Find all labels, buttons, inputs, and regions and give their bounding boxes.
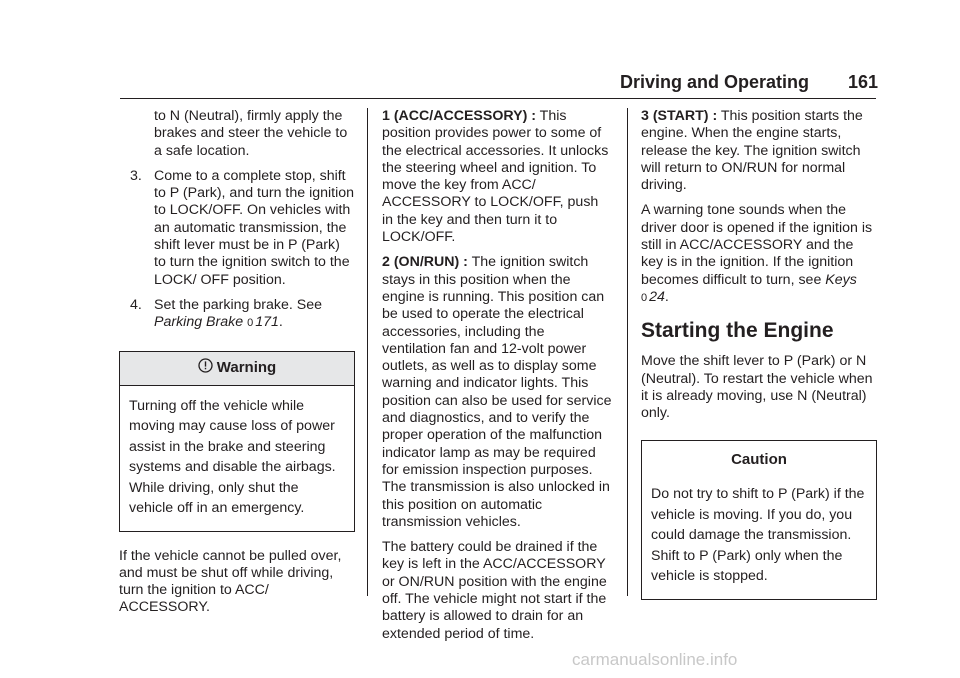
acc-accessory-paragraph bbox=[382, 108, 612, 246]
watermark: carmanualsonline.info bbox=[572, 650, 738, 669]
warning-body: Turning off the vehicle while moving may cause loss of power assist in the brake and steering systems and disable the airbags. While driving, only shut the vehicle off in an emergency. bbox=[129, 397, 336, 517]
link-page: 24 bbox=[649, 288, 665, 305]
column-3 bbox=[641, 108, 877, 616]
period: . bbox=[278, 314, 283, 331]
continued-step-text: to N (Neutral), firmly apply the brakes and steer the vehicle to a safe location. bbox=[154, 108, 348, 159]
warning-box bbox=[119, 351, 355, 532]
column-1 bbox=[119, 108, 355, 625]
paragraph: Move the shift lever to P (Park) or N (Neutral). To restart the vehicle when it is already moving, use N (Neutral) only. bbox=[641, 353, 873, 422]
step-4 bbox=[119, 297, 355, 333]
warning-tone-paragraph bbox=[641, 202, 877, 307]
paragraph-text: This position starts the engine. When the engine starts, release the key. The ignition switch will return to ON/RUN for normal driving. bbox=[641, 108, 863, 194]
section-title: Driving and Operating bbox=[620, 72, 810, 92]
step-text: Come to a complete stop, shift to P (Park), and turn the ignition to LOCK/OFF. On vehicles with an automatic transmission, the shift lever must be in P (Park) to turn the ignition switch to the LOCK/ OFF position. bbox=[154, 167, 355, 288]
position-label: 3 (START) : bbox=[641, 108, 718, 124]
paragraph-text: A warning tone sounds when the driver door is opened if the ignition is still in ACC/ACCESSORY and the key is in the ignition. If the ignition becomes difficult to turn, see bbox=[641, 202, 873, 288]
page-header bbox=[620, 72, 878, 92]
page-number: 161 bbox=[847, 72, 878, 92]
battery-paragraph: The battery could be drained if the key is left in the ACC/ACCESSORY or ON/RUN position with the engine off. The vehicle might not start if the battery is allowed to drain for an extended period of time. bbox=[382, 539, 607, 642]
column-divider-2 bbox=[627, 108, 628, 596]
period: . bbox=[664, 288, 669, 305]
caution-title: Caution bbox=[642, 441, 876, 474]
parking-brake-link[interactable] bbox=[154, 314, 279, 330]
header-rule bbox=[120, 98, 876, 99]
paragraph-text: The ignition switch stays in this position when the engine is running. This position can be used to operate the electrical accessories, including the ventilation fan and 12-volt power outlets, as well as to display some warning and indicator lights. This position can also be used for service and diagnostics, and to verify the proper operation of the malfunction indicator lamp as may be required for emission inspection purposes. The transmission is also unlocked in this position on automatic transmission vehicles. bbox=[382, 254, 612, 530]
start-paragraph bbox=[641, 108, 877, 194]
paragraph: If the vehicle cannot be pulled over, and must be shut off while driving, turn the ignition to ACC/ ACCESSORY. bbox=[119, 547, 342, 616]
caution-box bbox=[641, 440, 877, 600]
step-text: Set the parking brake. See bbox=[154, 296, 322, 313]
caution-body: Do not try to shift to P (Park) if the vehicle is moving. If you do, you could damage the transmission. Shift to P (Park) only when the vehicle is stopped. bbox=[651, 486, 865, 585]
warning-header bbox=[120, 352, 354, 386]
page-ref-icon: 0 bbox=[247, 317, 254, 330]
warning-icon bbox=[198, 358, 213, 379]
warning-title: Warning bbox=[216, 358, 277, 376]
step-number: 4. bbox=[130, 296, 142, 313]
link-page: 171 bbox=[255, 314, 279, 331]
link-label: Keys bbox=[825, 271, 857, 288]
position-label: 2 (ON/RUN) : bbox=[382, 254, 468, 271]
section-heading: Starting the Engine bbox=[641, 319, 834, 343]
page-ref-icon: 0 bbox=[641, 291, 648, 304]
link-label: Parking Brake bbox=[154, 314, 244, 331]
on-run-paragraph bbox=[382, 254, 612, 531]
step-number: 3. bbox=[130, 167, 142, 184]
position-label: 1 (ACC/ACCESSORY) : bbox=[382, 108, 536, 124]
column-divider-1 bbox=[367, 108, 368, 596]
column-2 bbox=[382, 108, 612, 651]
paragraph-text: This position provides power to some of the electrical accessories. It unlocks the steering wheel and ignition. To move the key from ACC/ ACCESSORY to LOCK/OFF, push in the key and then turn it to LOCK/OFF. bbox=[382, 108, 609, 246]
step-3 bbox=[119, 168, 355, 289]
